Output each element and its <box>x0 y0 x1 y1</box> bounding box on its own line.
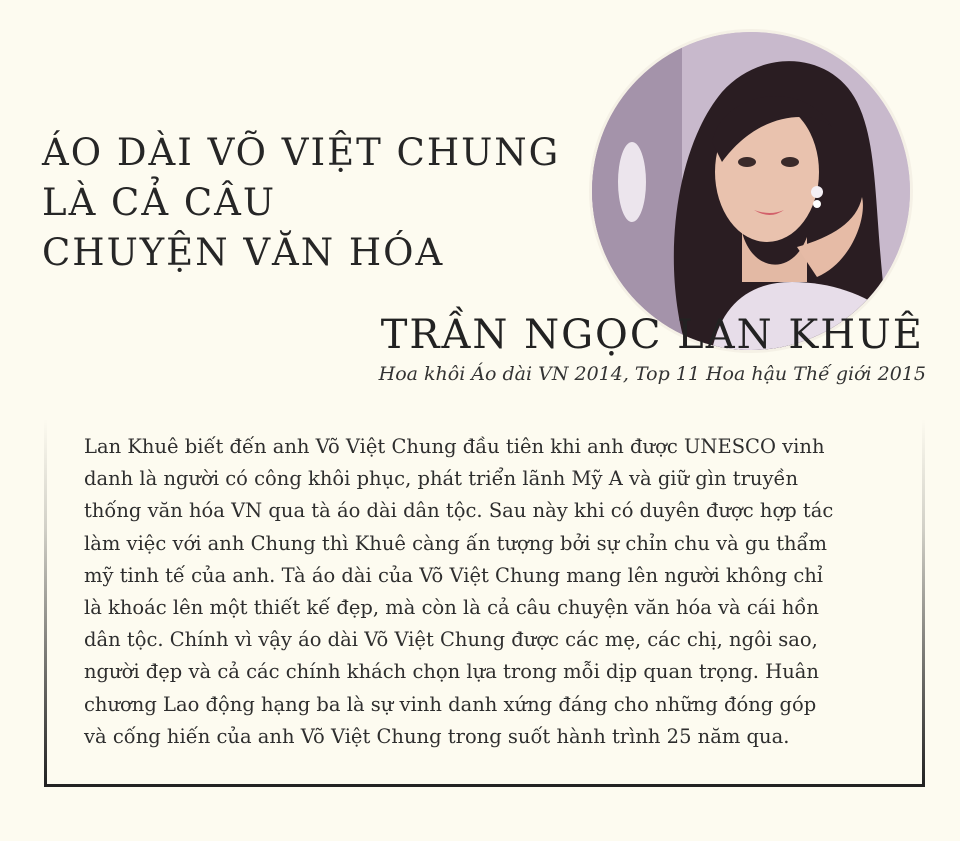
quote-line: và cống hiến của anh Võ Việt Chung trong suốt hành trình 25 năm qua. <box>84 724 790 748</box>
portrait-photo <box>592 32 910 350</box>
quote-line: danh là người có công khôi phục, phát triển lãnh Mỹ A và giữ gìn truyền <box>84 467 799 491</box>
headline-line: LÀ CẢ CÂU <box>42 181 277 224</box>
headline-line: CHUYỆN VĂN HÓA <box>42 231 445 274</box>
quote-line: mỹ tinh tế của anh. Tà áo dài của Võ Việt Chung mang lên người không chỉ <box>84 563 824 587</box>
person-title: Hoa khôi Áo dài VN 2014, Top 11 Hoa hậu Thế giới 2015 <box>378 363 926 385</box>
portrait-illustration <box>592 32 910 350</box>
headline <box>42 128 602 278</box>
quote-body <box>84 431 884 753</box>
quote-line: chương Lao động hạng ba là sự vinh danh xứng đáng cho những đóng góp <box>84 692 817 716</box>
quote-line: dân tộc. Chính vì vậy áo dài Võ Việt Chung được các mẹ, các chị, ngôi sao, <box>84 628 818 652</box>
quote-line: làm việc với anh Chung thì Khuê càng ấn tượng bởi sự chỉn chu và gu thẩm <box>84 531 828 555</box>
quote-line: người đẹp và cả các chính khách chọn lựa trong mỗi dịp quan trọng. Huân <box>84 660 819 684</box>
quote-line: thống văn hóa VN qua tà áo dài dân tộc. Sau này khi có duyên được hợp tác <box>84 499 834 523</box>
person-name: TRẦN NGỌC LAN KHUÊ <box>380 312 924 358</box>
quote-line: Lan Khuê biết đến anh Võ Việt Chung đầu tiên khi anh được UNESCO vinh <box>84 435 825 458</box>
quote-line: là khoác lên một thiết kế đẹp, mà còn là cả câu chuyện văn hóa và cái hồn <box>84 596 819 620</box>
headline-line: ÁO DÀI VÕ VIỆT CHUNG <box>42 131 561 174</box>
